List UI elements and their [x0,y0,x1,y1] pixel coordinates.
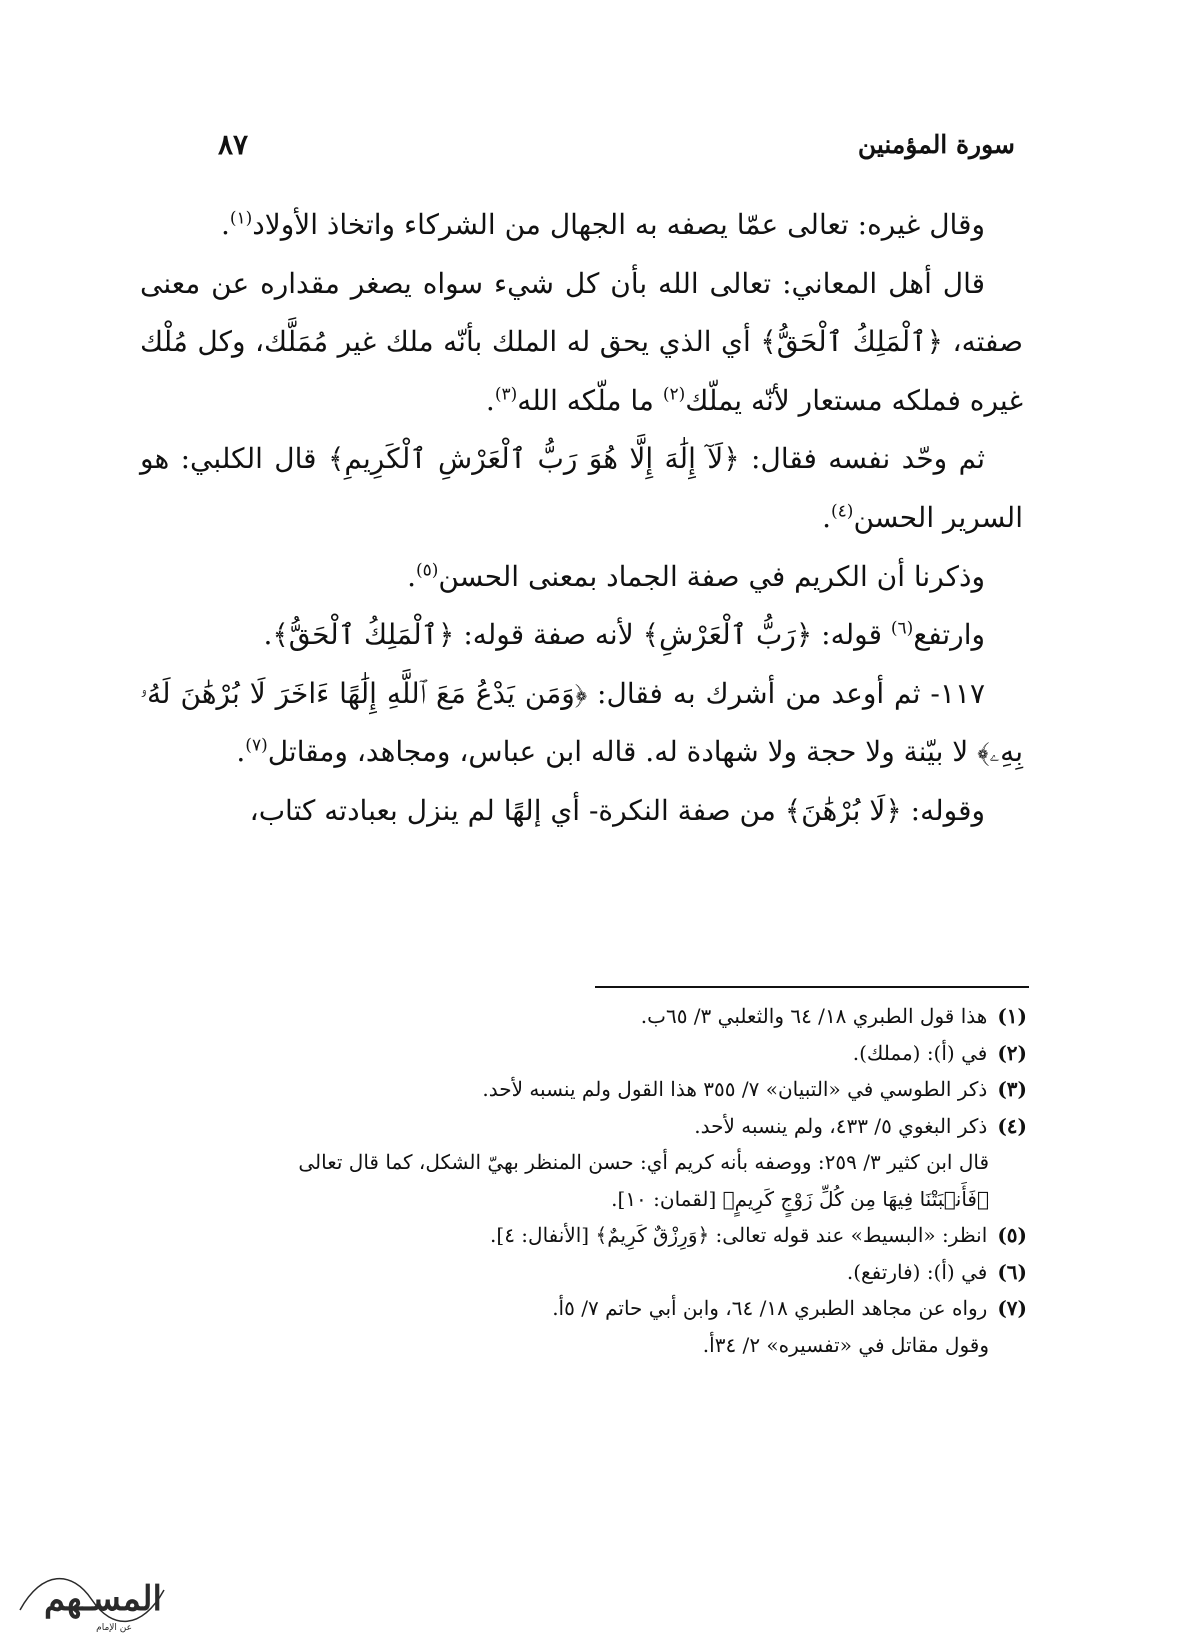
quran-quote: ﴿وَمَن يَدْعُ مَعَ ٱللَّهِ إِلَٰهًا ءَاخَرَ لَا بُرْهَٰنَ لَهُۥ بِهِۦ﴾ [140,676,1023,769]
footnote-ref: (١) [229,208,253,229]
punctuation: . [236,735,246,769]
footnote-7-continuation: وقول مقاتل في «تفسيره» ٢/ ٣٤أ. [702,1332,989,1357]
quran-quote: ﴿وَرِزْقٌ كَرِيمٌ﴾ [595,1223,710,1247]
footnote-text: رواه عن مجاهد الطبري ١٨/ ٦٤، وابن أبي حاتم ٧/ ٥أ. [552,1296,988,1320]
paragraph-text: قال أهل المعاني: تعالى الله بأن كل شيء سواه يصغر مقداره عن معنى صفته، [140,266,1023,359]
footnote-text: ذكر البغوي ٥/ ٤٣٣، ولم ينسبه لأحد. [694,1113,988,1138]
footnote-body [230,1217,987,1254]
footnote-1 [230,998,1027,1035]
paragraph-text: وذكرنا أن الكريم في صفة الجماد بمعنى الحسن [438,559,985,593]
footnotes [230,998,1027,1363]
quran-quote: ﴿ٱلْمَلِكُ ٱلْحَقُّ﴾ [272,618,455,652]
footnote-text: في (أ): (مملك). [852,1040,988,1065]
footnote-number: (٣) [997,1077,1027,1101]
paragraph-text: ١١٧- ثم أوعد من أشرك به فقال: [587,676,985,710]
footnote-ref: (٥) [415,560,439,581]
paragraph-2 [140,255,1023,431]
footnote-text: في (أ): (فارتفع). [846,1259,988,1284]
footnote-ref: (٤) [831,501,854,522]
paragraph-text: أي الذي يحق له الملك بأنّه ملك غير مُمَلَّك، وكل مُلْك غيره فملكه مستعار لأنّه يملّك [140,325,1023,417]
seal-text: المسـهم [43,1579,162,1619]
footnote-2 [230,1035,1027,1072]
punctuation: . [220,208,230,241]
footnote-text: قال ابن كثير ٣/ ٢٥٩: ووصفه بأنه كريم أي: حسن المنظر بهيّ الشكل، كما قال تعالى [298,1150,989,1174]
footnote-ref: (٢) [662,384,686,405]
footnote-number: (٢) [997,1040,1027,1065]
punctuation: . [263,618,273,652]
paragraph-3 [140,430,1023,547]
footnote-text: ذكر الطوسي في «التبيان» ٧/ ٣٥٥ هذا القول ولم ينسبه لأحد. [482,1077,988,1101]
footnote-6 [230,1254,1027,1291]
paragraph-5 [140,606,1023,665]
seal-subtext: عن الإمام [96,1623,132,1633]
paragraph-text: قال الكلبي: هو السرير الحسن [140,442,1023,534]
footnote-3 [230,1071,1027,1108]
footnote-5 [230,1217,1027,1254]
punctuation: . [407,559,416,593]
footnote-text: [لقمان: ١٠]. [611,1186,723,1211]
footnote-ref: (٧) [245,736,268,757]
quran-quote: ﴿لَآ إِلَٰهَ إِلَّا هُوَ رَبُّ ٱلْعَرْشِ ٱلْكَرِيمِ﴾ [327,442,740,476]
paragraph-4 [140,548,1023,607]
footnote-text: هذا قول الطبري ١٨/ ٦٤ والثعلبي ٣/ ٦٥ب. [640,1004,988,1028]
footnote-number: (١) [997,1004,1027,1028]
page-number: ٨٧ [218,127,249,161]
paragraph-text: وقوله: [901,793,985,827]
punctuation: . [485,383,495,417]
footnote-number: (٦) [997,1259,1027,1284]
footnote-text: انظر: «البسيط» عند قوله تعالى: [709,1223,988,1247]
paragraph-7 [140,782,1023,841]
paragraph-text: من صفة النكرة- أي إلهًا لم ينزل بعبادته كتاب، [249,793,785,827]
paragraph-text: ثم وحّد نفسه فقال: [739,442,985,476]
quran-quote: ﴿فَأَنۢبَتْنَا فِيهَا مِن كُلِّ زَوْجٍ كَرِيمٍ﴾ [722,1186,989,1211]
paragraph-1 [140,196,1023,255]
main-text [140,196,1023,841]
footnote-number: (٧) [997,1296,1027,1320]
paragraph-text: وقال غيره: تعالى عمّا يصفه به الجهال من الشركاء واتخاذ الأولاد [252,208,985,241]
footnote-separator [595,986,1029,988]
footnote-ref: (٣) [494,384,518,405]
footnote-ref: (٦) [890,618,914,639]
quran-quote: ﴿لَا بُرْهَٰنَ﴾ [784,793,902,827]
footnote-number: (٤) [997,1113,1027,1138]
paragraph-text: لأنه صفة قوله: [454,618,643,652]
running-header [218,122,1015,166]
paragraph-6 [140,665,1023,782]
paragraph-text: لا بيّنة ولا حجة ولا شهادة له. قاله ابن عباس، ومجاهد، ومقاتل [267,735,978,769]
footnote-4-continuation [230,1144,989,1217]
footnote-7 [230,1290,1027,1327]
punctuation: . [822,500,832,534]
paragraph-text: قوله: [812,618,891,652]
footnote-4 [230,1108,1027,1145]
paragraph-text: وارتفع [913,618,985,652]
quran-quote: ﴿ٱلْمَلِكُ ٱلْحَقُّ﴾ [760,325,944,359]
footnote-text: [الأنفال: ٤]. [490,1223,596,1247]
footnote-number: (٥) [997,1223,1027,1247]
surah-title: سورة المؤمنين [857,129,1015,159]
quran-quote: ﴿رَبُّ ٱلْعَرْشِ﴾ [642,618,813,652]
publisher-seal-logo [12,1560,172,1636]
paragraph-text: ما ملّكه الله [517,383,663,417]
